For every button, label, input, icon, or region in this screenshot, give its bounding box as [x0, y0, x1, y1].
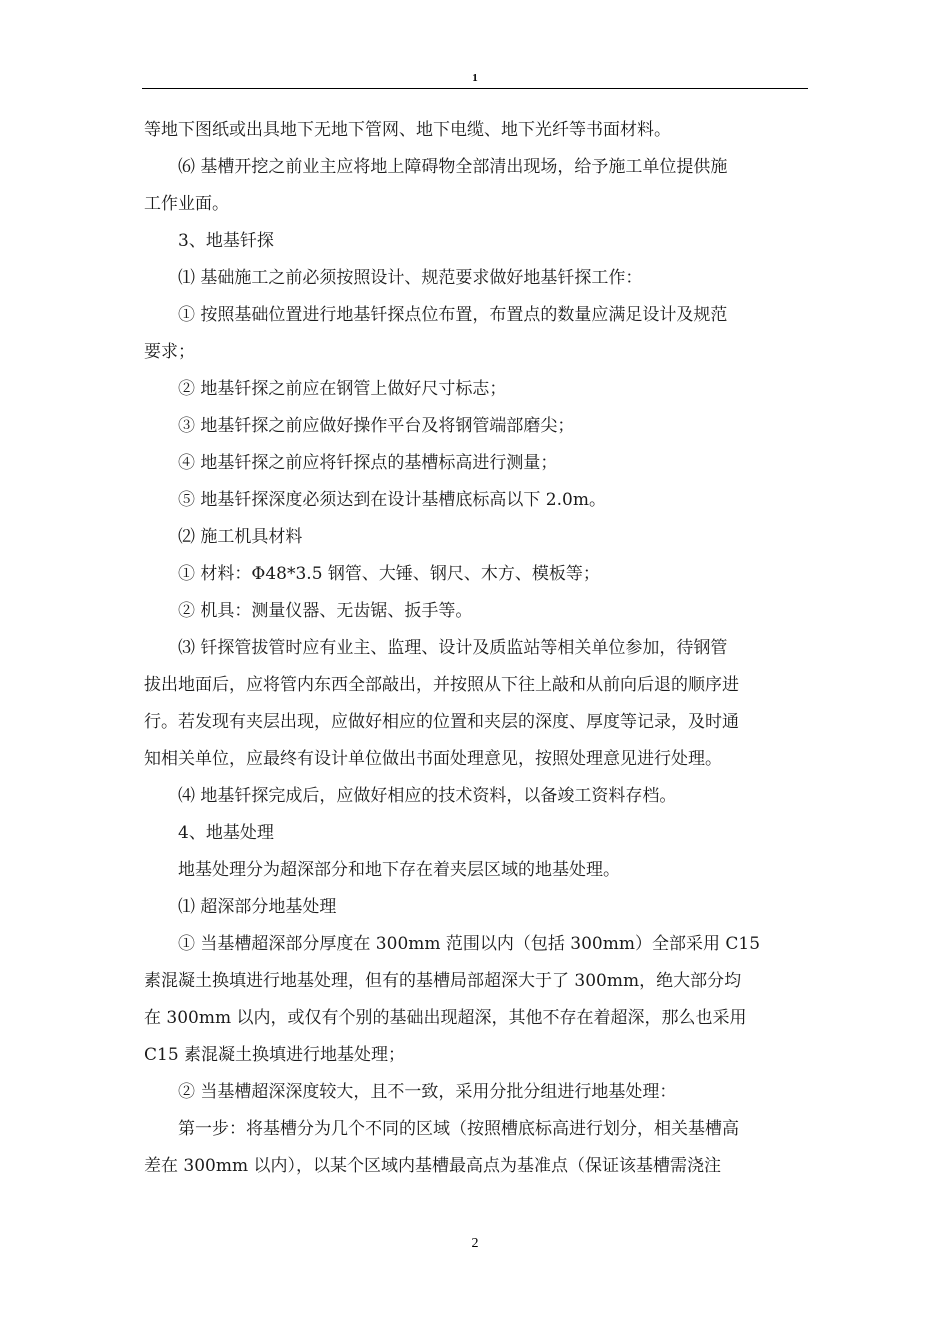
text-line: ⑴ 超深部分地基处理: [178, 897, 337, 917]
text-line: ⑤ 地基钎探深度必须达到在设计基槽底标高以下 2.0m。: [178, 490, 606, 510]
text-line: 行。若发现有夹层出现，应做好相应的位置和夹层的深度、厚度等记录，及时通: [144, 712, 739, 732]
text-line: 工作业面。: [144, 194, 229, 214]
text-line: 知相关单位，应最终有设计单位做出书面处理意见，按照处理意见进行处理。: [144, 749, 722, 769]
text-line: ① 当基槽超深部分厚度在 300mm 范围以内（包括 300mm）全部采用 C15: [178, 934, 761, 954]
text-line: ① 按照基础位置进行地基钎探点位布置，布置点的数量应满足设计及规范: [178, 305, 728, 325]
footer-page-number: 2: [471, 1236, 479, 1251]
text-line: 等地下图纸或出具地下无地下管网、地下电缆、地下光纤等书面材料。: [144, 120, 671, 140]
text-line: ⑶ 钎探管拔管时应有业主、监理、设计及质监站等相关单位参加，待钢管: [178, 638, 728, 658]
text-line: ② 机具：测量仪器、无齿锯、扳手等。: [178, 601, 473, 621]
text-line: 要求；: [144, 342, 195, 362]
text-line: 素混凝土换填进行地基处理，但有的基槽局部超深大于了 300mm，绝大部分均: [144, 971, 742, 991]
text-line: ④ 地基钎探之前应将钎探点的基槽标高进行测量；: [178, 453, 558, 473]
text-line: ② 当基槽超深深度较大，且不一致，采用分批分组进行地基处理：: [178, 1082, 677, 1102]
header-rule: [142, 88, 808, 89]
document-body: [144, 112, 808, 1185]
text-line: ② 地基钎探之前应在钢管上做好尺寸标志；: [178, 379, 507, 399]
text-line: ③ 地基钎探之前应做好操作平台及将钢管端部磨尖；: [178, 416, 575, 436]
text-line: 差在 300mm 以内），以某个区域内基槽最高点为基准点（保证该基槽需浇注: [144, 1156, 721, 1176]
section-heading: 4、地基处理: [178, 823, 274, 843]
text-line: ⑴ 基础施工之前必须按照设计、规范要求做好地基钎探工作：: [178, 268, 643, 288]
text-line: 在 300mm 以内，或仅有个别的基础出现超深，其他不存在着超深，那么也采用: [144, 1008, 747, 1028]
text-line: C15 素混凝土换填进行地基处理；: [144, 1045, 406, 1065]
text-line: ① 材料：Φ48*3.5 钢管、大锤、钢尺、木方、模板等；: [178, 564, 600, 584]
text-line: 地基处理分为超深部分和地下存在着夹层区域的地基处理。: [178, 860, 620, 880]
text-line: ⑷ 地基钎探完成后，应做好相应的技术资料，以备竣工资料存档。: [178, 786, 677, 806]
section-heading: 3、地基钎探: [178, 231, 274, 251]
text-line: ⑵ 施工机具材料: [178, 527, 303, 547]
text-line: 拔出地面后，应将管内东西全部敲出，并按照从下往上敲和从前向后退的顺序进: [144, 675, 739, 695]
text-line: 第一步：将基槽分为几个不同的区域（按照槽底标高进行划分，相关基槽高: [178, 1119, 739, 1139]
header-page-mark: 1: [472, 72, 478, 84]
text-line: ⑹ 基槽开挖之前业主应将地上障碍物全部清出现场，给予施工单位提供施: [178, 157, 728, 177]
